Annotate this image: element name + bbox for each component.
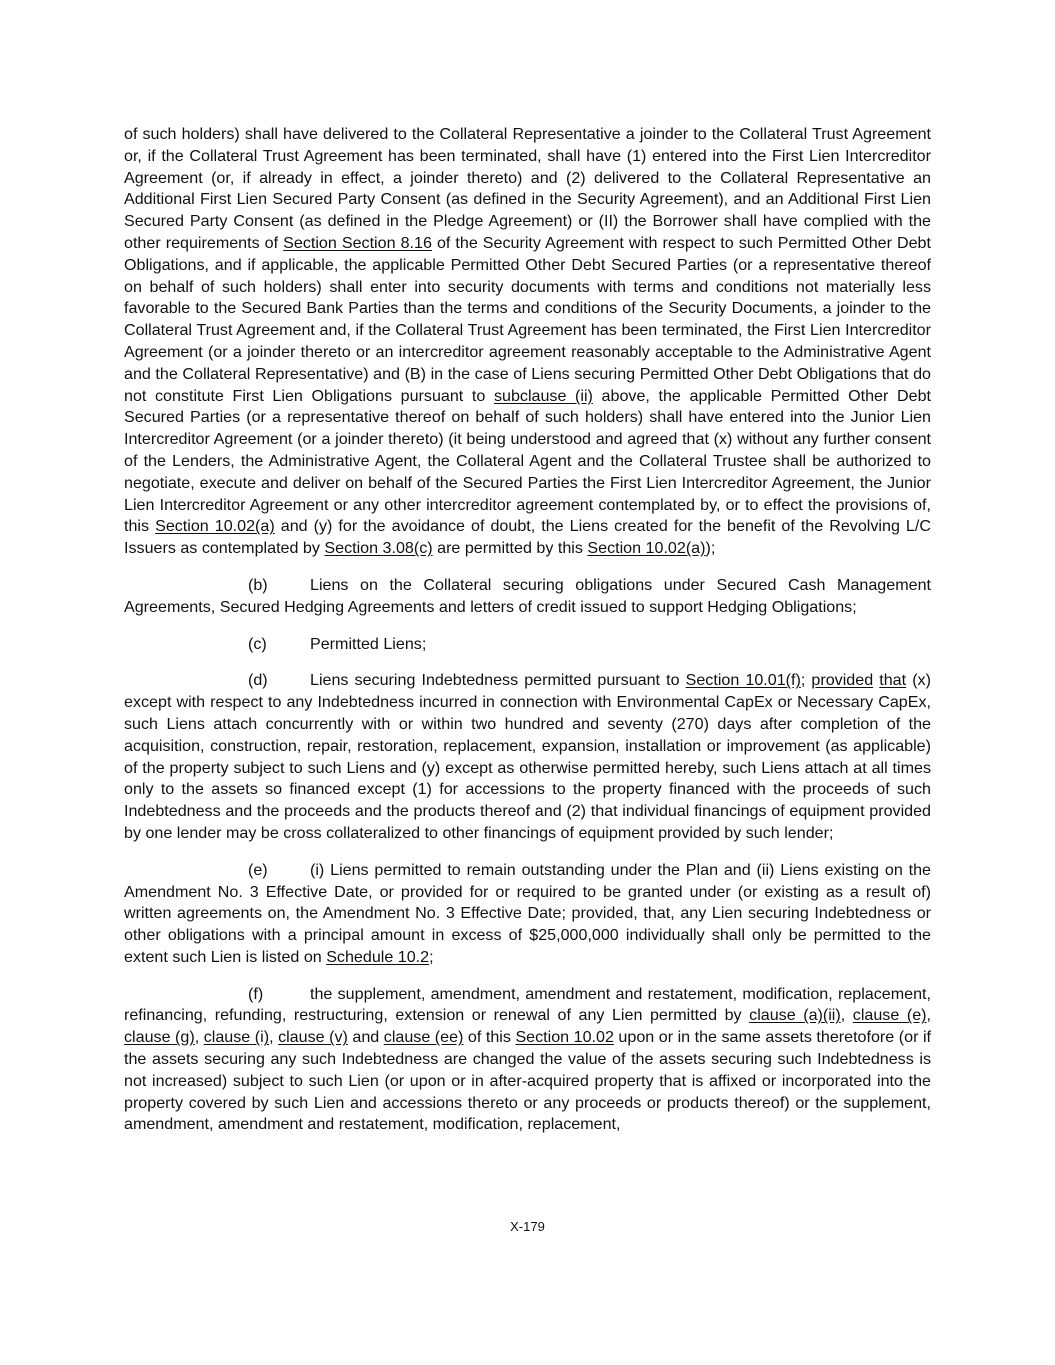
paragraph-text: , (840, 1006, 853, 1025)
clause-paragraph (124, 860, 931, 969)
paragraph-text: of this (463, 1028, 516, 1047)
cross-reference: Section 10.02(a) (587, 539, 706, 558)
paragraph-text: of the Security Agreement with respect to such Permitted Other Debt Obligations, and if applicable, the applicable Permitted Other Debt Secured Parties (or a representative thereof on behalf of such holders) shall enter into security documents with terms and conditions not materially less favorable to the Secured Bank Parties than the terms and conditions of the Security Documents, a joinder to the Collateral Trust Agreement and, if the Collateral Trust Agreement has been terminated, the First Lien Intercreditor Agreement (or a joinder thereto or an intercreditor agreement reasonably acceptable to the Administrative Agent and the Collateral Representative) and (B) in the case of Liens securing Permitted Other Debt Obligations that do not constitute First Lien Obligations pursuant to (124, 233, 931, 405)
clause-paragraph (124, 575, 931, 619)
cross-reference: clause (g) (124, 1028, 195, 1047)
cross-reference: subclause (ii) (493, 386, 593, 405)
clause-label: (e) (248, 860, 268, 879)
cross-reference: clause (v) (278, 1028, 348, 1047)
paragraph-text: Liens on the Collateral securing obligations under Secured Cash Management Agreements, Secured Hedging Agreements and letters of credit issued to support Hedging Obligations; (124, 575, 931, 616)
cross-reference: that (879, 671, 907, 690)
paragraph-text: are permitted by this (432, 539, 588, 558)
clause-label: (b) (248, 575, 268, 594)
cross-reference: Section 10.02 (515, 1028, 614, 1047)
paragraph-text: ); (705, 539, 716, 558)
cross-reference: clause (a)(ii) (749, 1006, 841, 1025)
paragraph-text: , (926, 1006, 931, 1025)
cross-reference: Section 10.02(a) (155, 517, 275, 536)
paragraph-text: above, the applicable Permitted Other Debt Secured Parties (or a representative thereof on behalf of such holders) shall have entered into the Junior Lien Intercreditor Agreement (or a joinder thereto) (it being understood and agreed that (x) without any further consent of the Lenders, the Administrative Agent, the Collateral Agent and the Collateral Trustee shall be authorized to negotiate, execute and deliver on behalf of the Secured Parties the First Lien Intercreditor Agreement, the Junior Lien Intercreditor Agreement or any other intercreditor agreement contemplated by, or to effect the provisions of, this (124, 386, 931, 536)
cross-reference: Section Section 8.16 (283, 233, 432, 252)
paragraph-text: (i) Liens permitted to remain outstanding under the Plan and (ii) Liens existing on the Amendment No. 3 Effective Date, or provided for or required to be granted under (or existing as a result of) written agreements on, the Amendment No. 3 Effective Date; provided, that, any Lien securing Indebtedness or other obligations with a principal amount in excess of $25,000,000 individually shall only be permitted to the extent such Lien is listed on (124, 860, 931, 966)
clause-paragraph (124, 984, 931, 1137)
paragraph-text: and (y) for the avoidance of doubt, the Liens created for the benefit of the Revolving L/C Issuers as contemplated by (124, 517, 931, 558)
cross-reference: clause (i) (203, 1028, 270, 1047)
cross-reference: clause (ee) (383, 1028, 464, 1047)
continuation-paragraph (124, 124, 931, 560)
clause-paragraph (124, 634, 931, 656)
paragraph-text: , (194, 1028, 204, 1047)
cross-reference: Section 10.01(f) (685, 671, 801, 690)
paragraph-text: of such holders) shall have delivered to the Collateral Representative a joinder to the Collateral Trust Agreement or, if the Collateral Trust Agreement has been terminated, shall have (1) entered into the First Lien Intercreditor Agreement (or, if already in effect, a joinder thereto) and (2) delivered to the Collateral Representative an Additional First Lien Secured Party Consent (as defined in the Security Agreement), and an Additional First Lien Secured Party Consent (as defined in the Pledge Agreement) or (II) the Borrower shall have complied with the other requirements of (124, 125, 931, 252)
document-body (124, 124, 931, 1136)
page-number: X-179 (510, 1219, 545, 1234)
paragraph-text: the supplement, amendment, amendment and restatement, modification, replacement, refinancing, refunding, restructuring, extension or renewal of any Lien permitted by (124, 984, 931, 1025)
clause-label: (d) (248, 671, 268, 690)
paragraph-text: , (269, 1028, 279, 1047)
paragraph-text: upon or in the same assets theretofore (or if the assets securing any such Indebtedness are changed the value of the assets securing such Indebtedness is not increased) subject to such Lien (or upon or in after-acquired property that is affixed or incorporated into the property covered by such Lien and accessions thereto or any proceeds or products thereof) or the supplement, amendment, amendment and restatement, modification, replacement, (124, 1028, 931, 1134)
cross-reference: Schedule 10.2 (326, 947, 430, 966)
clause-label: (c) (248, 634, 267, 653)
paragraph-text: and (347, 1028, 384, 1047)
clause-label: (f) (248, 984, 264, 1003)
clause-paragraph (124, 670, 931, 844)
paragraph-text: ; (800, 671, 812, 690)
cross-reference: clause (e) (852, 1006, 927, 1025)
cross-reference: Section 3.08(c) (324, 539, 433, 558)
paragraph-text: (x) except with respect to any Indebtedness incurred in connection with Environmental CapEx or Necessary CapEx, such Liens attach concurrently with or within two hundred and seventy (270) days after completion of the acquisition, construction, repair, restoration, replacement, expansion, installation or improvement (as applicable) of the property subject to such Liens and (y) except as otherwise permitted hereby, such Liens attach at all times only to the assets so financed except (1) for accessions to the property financed with the proceeds of such Indebtedness and the proceeds and the products thereof and (2) that individual financings of equipment provided by one lender may be cross collateralized to other financings of equipment provided by such lender; (124, 671, 931, 842)
cross-reference: provided (811, 671, 874, 690)
paragraph-text: Liens securing Indebtedness permitted pursuant to (310, 671, 686, 690)
paragraph-text: Permitted Liens; (310, 634, 427, 653)
paragraph-text: ; (429, 947, 434, 966)
